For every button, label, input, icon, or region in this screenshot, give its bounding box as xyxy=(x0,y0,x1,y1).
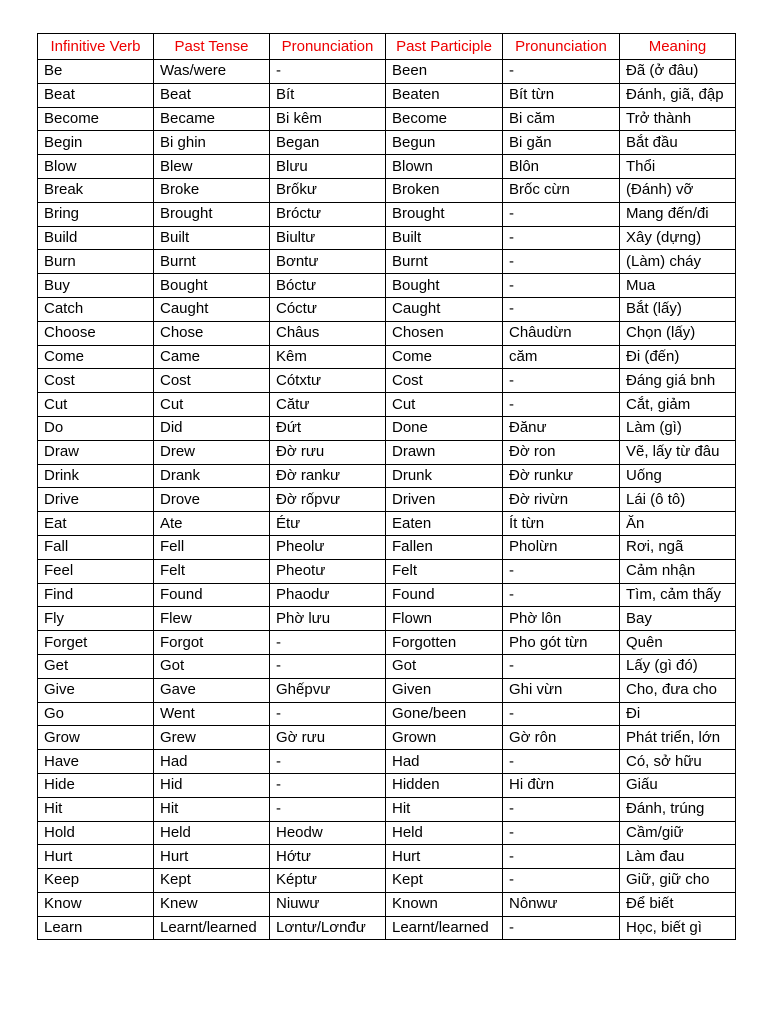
infinitive-cell: Fly xyxy=(38,607,154,631)
participle-pronunciation-cell: Ít từn xyxy=(503,512,620,536)
past-participle-cell: Fallen xyxy=(386,535,503,559)
table-row xyxy=(38,131,736,155)
participle-pronunciation-cell: - xyxy=(503,393,620,417)
past-tense-cell: Held xyxy=(154,821,270,845)
meaning-cell: Phát triển, lớn xyxy=(620,726,736,750)
past-participle-cell: Got xyxy=(386,654,503,678)
past-pronunciation-cell: Hớtư xyxy=(270,845,386,869)
past-participle-cell: Kept xyxy=(386,869,503,893)
past-participle-cell: Built xyxy=(386,226,503,250)
table-row xyxy=(38,916,736,940)
table-row xyxy=(38,178,736,202)
meaning-cell: Cắt, giảm xyxy=(620,393,736,417)
participle-pronunciation-cell: - xyxy=(503,583,620,607)
past-tense-cell: Brought xyxy=(154,202,270,226)
table-row xyxy=(38,773,736,797)
participle-pronunciation-cell: - xyxy=(503,250,620,274)
infinitive-cell: Cut xyxy=(38,393,154,417)
past-participle-cell: Had xyxy=(386,750,503,774)
infinitive-cell: Forget xyxy=(38,631,154,655)
past-pronunciation-cell: - xyxy=(270,750,386,774)
participle-pronunciation-cell: căm xyxy=(503,345,620,369)
infinitive-cell: Have xyxy=(38,750,154,774)
table-row xyxy=(38,416,736,440)
infinitive-cell: Find xyxy=(38,583,154,607)
past-tense-cell: Hit xyxy=(154,797,270,821)
meaning-cell: Đi (đến) xyxy=(620,345,736,369)
infinitive-cell: Beat xyxy=(38,83,154,107)
meaning-cell: Trở thành xyxy=(620,107,736,131)
table-row xyxy=(38,726,736,750)
past-tense-cell: Ate xyxy=(154,512,270,536)
infinitive-cell: Bring xyxy=(38,202,154,226)
infinitive-cell: Hit xyxy=(38,797,154,821)
past-pronunciation-cell: Bơntư xyxy=(270,250,386,274)
infinitive-cell: Become xyxy=(38,107,154,131)
table-row xyxy=(38,583,736,607)
verb-table xyxy=(37,33,736,940)
past-pronunciation-cell: Kêm xyxy=(270,345,386,369)
past-participle-cell: Come xyxy=(386,345,503,369)
table-row xyxy=(38,821,736,845)
past-participle-cell: Grown xyxy=(386,726,503,750)
past-pronunciation-cell: Képtư xyxy=(270,869,386,893)
table-row xyxy=(38,654,736,678)
past-tense-cell: Bi ghin xyxy=(154,131,270,155)
table-row xyxy=(38,797,736,821)
participle-pronunciation-cell: Bít từn xyxy=(503,83,620,107)
table-row xyxy=(38,440,736,464)
table-row xyxy=(38,297,736,321)
meaning-cell: Cảm nhận xyxy=(620,559,736,583)
meaning-cell: Thổi xyxy=(620,155,736,179)
infinitive-cell: Burn xyxy=(38,250,154,274)
infinitive-cell: Blow xyxy=(38,155,154,179)
participle-pronunciation-cell: - xyxy=(503,821,620,845)
infinitive-cell: Cost xyxy=(38,369,154,393)
meaning-cell: Vẽ, lấy từ đâu xyxy=(620,440,736,464)
past-pronunciation-cell: Biultư xyxy=(270,226,386,250)
past-tense-cell: Knew xyxy=(154,892,270,916)
past-pronunciation-cell: Étư xyxy=(270,512,386,536)
meaning-cell: Lấy (gì đó) xyxy=(620,654,736,678)
past-tense-cell: Found xyxy=(154,583,270,607)
table-row xyxy=(38,83,736,107)
participle-pronunciation-cell: Ghi vừn xyxy=(503,678,620,702)
infinitive-cell: Draw xyxy=(38,440,154,464)
participle-pronunciation-cell: - xyxy=(503,654,620,678)
infinitive-cell: Build xyxy=(38,226,154,250)
past-tense-cell: Became xyxy=(154,107,270,131)
meaning-cell: Giữ, giữ cho xyxy=(620,869,736,893)
infinitive-cell: Choose xyxy=(38,321,154,345)
past-participle-cell: Hurt xyxy=(386,845,503,869)
participle-pronunciation-cell: Đờ runkư xyxy=(503,464,620,488)
past-pronunciation-cell: Châus xyxy=(270,321,386,345)
table-row xyxy=(38,702,736,726)
past-participle-cell: Begun xyxy=(386,131,503,155)
table-row xyxy=(38,464,736,488)
meaning-cell: Xây (dựng) xyxy=(620,226,736,250)
past-tense-cell: Drove xyxy=(154,488,270,512)
table-row xyxy=(38,512,736,536)
meaning-cell: Bắt đầu xyxy=(620,131,736,155)
meaning-cell: (Làm) cháy xyxy=(620,250,736,274)
meaning-cell: Mua xyxy=(620,274,736,298)
table-row xyxy=(38,607,736,631)
past-pronunciation-cell: Đứt xyxy=(270,416,386,440)
past-pronunciation-cell: - xyxy=(270,631,386,655)
past-pronunciation-cell: Cătư xyxy=(270,393,386,417)
header-meaning: Meaning xyxy=(620,34,736,60)
participle-pronunciation-cell: - xyxy=(503,226,620,250)
past-participle-cell: Hidden xyxy=(386,773,503,797)
past-pronunciation-cell: Ghếpvư xyxy=(270,678,386,702)
past-pronunciation-cell: - xyxy=(270,702,386,726)
infinitive-cell: Get xyxy=(38,654,154,678)
participle-pronunciation-cell: - xyxy=(503,369,620,393)
participle-pronunciation-cell: - xyxy=(503,559,620,583)
past-pronunciation-cell: Brốkư xyxy=(270,178,386,202)
participle-pronunciation-cell: Bi căm xyxy=(503,107,620,131)
past-tense-cell: Drank xyxy=(154,464,270,488)
header-past-tense: Past Tense xyxy=(154,34,270,60)
past-tense-cell: Kept xyxy=(154,869,270,893)
past-tense-cell: Went xyxy=(154,702,270,726)
meaning-cell: Mang đến/đi xyxy=(620,202,736,226)
participle-pronunciation-cell: Pho gót từn xyxy=(503,631,620,655)
meaning-cell: Đi xyxy=(620,702,736,726)
meaning-cell: Lái (ô tô) xyxy=(620,488,736,512)
past-tense-cell: Blew xyxy=(154,155,270,179)
meaning-cell: Đánh, trúng xyxy=(620,797,736,821)
past-tense-cell: Got xyxy=(154,654,270,678)
infinitive-cell: Grow xyxy=(38,726,154,750)
participle-pronunciation-cell: - xyxy=(503,60,620,84)
participle-pronunciation-cell: Bi găn xyxy=(503,131,620,155)
table-row xyxy=(38,250,736,274)
past-pronunciation-cell: Bróctư xyxy=(270,202,386,226)
participle-pronunciation-cell: Brốc cừn xyxy=(503,178,620,202)
participle-pronunciation-cell: Pholừn xyxy=(503,535,620,559)
past-participle-cell: Burnt xyxy=(386,250,503,274)
meaning-cell: Cầm/giữ xyxy=(620,821,736,845)
past-pronunciation-cell: Đờ rưu xyxy=(270,440,386,464)
past-tense-cell: Felt xyxy=(154,559,270,583)
past-participle-cell: Beaten xyxy=(386,83,503,107)
past-pronunciation-cell: Began xyxy=(270,131,386,155)
past-tense-cell: Fell xyxy=(154,535,270,559)
past-pronunciation-cell: Bi kêm xyxy=(270,107,386,131)
table-row xyxy=(38,345,736,369)
infinitive-cell: Give xyxy=(38,678,154,702)
participle-pronunciation-cell: Châudừn xyxy=(503,321,620,345)
participle-pronunciation-cell: - xyxy=(503,797,620,821)
past-tense-cell: Hid xyxy=(154,773,270,797)
meaning-cell: (Đánh) vỡ xyxy=(620,178,736,202)
table-row xyxy=(38,750,736,774)
table-row xyxy=(38,369,736,393)
past-pronunciation-cell: Niuwư xyxy=(270,892,386,916)
past-tense-cell: Came xyxy=(154,345,270,369)
meaning-cell: Chọn (lấy) xyxy=(620,321,736,345)
past-participle-cell: Hit xyxy=(386,797,503,821)
participle-pronunciation-cell: - xyxy=(503,869,620,893)
past-pronunciation-cell: Heodw xyxy=(270,821,386,845)
table-row xyxy=(38,321,736,345)
infinitive-cell: Go xyxy=(38,702,154,726)
past-tense-cell: Drew xyxy=(154,440,270,464)
meaning-cell: Cho, đưa cho xyxy=(620,678,736,702)
table-header xyxy=(38,34,736,60)
infinitive-cell: Come xyxy=(38,345,154,369)
past-participle-cell: Blown xyxy=(386,155,503,179)
meaning-cell: Đã (ở đâu) xyxy=(620,60,736,84)
past-tense-cell: Was/were xyxy=(154,60,270,84)
meaning-cell: Bay xyxy=(620,607,736,631)
header-past-participle: Past Participle xyxy=(386,34,503,60)
table-row xyxy=(38,559,736,583)
past-participle-cell: Gone/been xyxy=(386,702,503,726)
meaning-cell: Làm (gì) xyxy=(620,416,736,440)
infinitive-cell: Fall xyxy=(38,535,154,559)
infinitive-cell: Feel xyxy=(38,559,154,583)
meaning-cell: Có, sở hữu xyxy=(620,750,736,774)
infinitive-cell: Begin xyxy=(38,131,154,155)
past-participle-cell: Found xyxy=(386,583,503,607)
infinitive-cell: Hide xyxy=(38,773,154,797)
past-participle-cell: Chosen xyxy=(386,321,503,345)
past-tense-cell: Hurt xyxy=(154,845,270,869)
past-tense-cell: Grew xyxy=(154,726,270,750)
past-participle-cell: Brought xyxy=(386,202,503,226)
infinitive-cell: Hold xyxy=(38,821,154,845)
past-participle-cell: Driven xyxy=(386,488,503,512)
infinitive-cell: Break xyxy=(38,178,154,202)
meaning-cell: Uống xyxy=(620,464,736,488)
past-tense-cell: Built xyxy=(154,226,270,250)
meaning-cell: Ăn xyxy=(620,512,736,536)
past-tense-cell: Beat xyxy=(154,83,270,107)
participle-pronunciation-cell: - xyxy=(503,750,620,774)
participle-pronunciation-cell: Blôn xyxy=(503,155,620,179)
table-row xyxy=(38,535,736,559)
participle-pronunciation-cell: - xyxy=(503,702,620,726)
past-tense-cell: Flew xyxy=(154,607,270,631)
past-pronunciation-cell: - xyxy=(270,654,386,678)
header-pronunciation-past: Pronunciation xyxy=(270,34,386,60)
past-participle-cell: Known xyxy=(386,892,503,916)
past-participle-cell: Broken xyxy=(386,178,503,202)
table-row xyxy=(38,488,736,512)
past-participle-cell: Felt xyxy=(386,559,503,583)
past-tense-cell: Had xyxy=(154,750,270,774)
past-participle-cell: Given xyxy=(386,678,503,702)
past-pronunciation-cell: Pheolư xyxy=(270,535,386,559)
meaning-cell: Giấu xyxy=(620,773,736,797)
past-pronunciation-cell: Cóctư xyxy=(270,297,386,321)
past-tense-cell: Did xyxy=(154,416,270,440)
infinitive-cell: Drive xyxy=(38,488,154,512)
past-pronunciation-cell: Phaodư xyxy=(270,583,386,607)
participle-pronunciation-cell: Đờ rivừn xyxy=(503,488,620,512)
past-participle-cell: Drawn xyxy=(386,440,503,464)
meaning-cell: Để biết xyxy=(620,892,736,916)
table-row xyxy=(38,631,736,655)
meaning-cell: Bắt (lấy) xyxy=(620,297,736,321)
participle-pronunciation-cell: - xyxy=(503,916,620,940)
table-row xyxy=(38,226,736,250)
past-participle-cell: Been xyxy=(386,60,503,84)
past-participle-cell: Drunk xyxy=(386,464,503,488)
meaning-cell: Đánh, giã, đập xyxy=(620,83,736,107)
infinitive-cell: Catch xyxy=(38,297,154,321)
past-participle-cell: Forgotten xyxy=(386,631,503,655)
past-pronunciation-cell: - xyxy=(270,60,386,84)
infinitive-cell: Be xyxy=(38,60,154,84)
infinitive-cell: Eat xyxy=(38,512,154,536)
past-participle-cell: Learnt/learned xyxy=(386,916,503,940)
past-tense-cell: Burnt xyxy=(154,250,270,274)
meaning-cell: Quên xyxy=(620,631,736,655)
participle-pronunciation-cell: Hi đừn xyxy=(503,773,620,797)
meaning-cell: Làm đau xyxy=(620,845,736,869)
participle-pronunciation-cell: - xyxy=(503,845,620,869)
past-pronunciation-cell: - xyxy=(270,797,386,821)
meaning-cell: Học, biết gì xyxy=(620,916,736,940)
meaning-cell: Tìm, cảm thấy xyxy=(620,583,736,607)
table-row xyxy=(38,202,736,226)
infinitive-cell: Keep xyxy=(38,869,154,893)
table-body xyxy=(38,60,736,940)
past-tense-cell: Cost xyxy=(154,369,270,393)
past-participle-cell: Cost xyxy=(386,369,503,393)
participle-pronunciation-cell: - xyxy=(503,274,620,298)
participle-pronunciation-cell: Gờ rôn xyxy=(503,726,620,750)
table-row xyxy=(38,393,736,417)
table-row xyxy=(38,155,736,179)
meaning-cell: Đáng giá bnh xyxy=(620,369,736,393)
past-tense-cell: Learnt/learned xyxy=(154,916,270,940)
participle-pronunciation-cell: Nônwư xyxy=(503,892,620,916)
past-participle-cell: Held xyxy=(386,821,503,845)
header-pronunciation-participle: Pronunciation xyxy=(503,34,620,60)
past-tense-cell: Gave xyxy=(154,678,270,702)
past-tense-cell: Forgot xyxy=(154,631,270,655)
past-participle-cell: Cut xyxy=(386,393,503,417)
infinitive-cell: Drink xyxy=(38,464,154,488)
past-pronunciation-cell: Đờ rankư xyxy=(270,464,386,488)
past-pronunciation-cell: Gờ rưu xyxy=(270,726,386,750)
past-tense-cell: Bought xyxy=(154,274,270,298)
past-tense-cell: Broke xyxy=(154,178,270,202)
infinitive-cell: Buy xyxy=(38,274,154,298)
past-participle-cell: Flown xyxy=(386,607,503,631)
table-row xyxy=(38,892,736,916)
past-pronunciation-cell: Bít xyxy=(270,83,386,107)
table-row xyxy=(38,869,736,893)
header-row xyxy=(38,34,736,60)
table-row xyxy=(38,107,736,131)
past-pronunciation-cell: Đờ rốpvư xyxy=(270,488,386,512)
past-tense-cell: Chose xyxy=(154,321,270,345)
past-participle-cell: Done xyxy=(386,416,503,440)
participle-pronunciation-cell: Đờ ron xyxy=(503,440,620,464)
past-pronunciation-cell: Cótxtư xyxy=(270,369,386,393)
participle-pronunciation-cell: - xyxy=(503,202,620,226)
participle-pronunciation-cell: - xyxy=(503,297,620,321)
infinitive-cell: Do xyxy=(38,416,154,440)
past-pronunciation-cell: Bóctư xyxy=(270,274,386,298)
table-row xyxy=(38,274,736,298)
past-pronunciation-cell: - xyxy=(270,773,386,797)
past-pronunciation-cell: Blưu xyxy=(270,155,386,179)
past-participle-cell: Caught xyxy=(386,297,503,321)
past-tense-cell: Caught xyxy=(154,297,270,321)
participle-pronunciation-cell: Phờ lôn xyxy=(503,607,620,631)
past-participle-cell: Bought xyxy=(386,274,503,298)
table-row xyxy=(38,60,736,84)
infinitive-cell: Hurt xyxy=(38,845,154,869)
header-infinitive-verb: Infinitive Verb xyxy=(38,34,154,60)
past-participle-cell: Become xyxy=(386,107,503,131)
past-tense-cell: Cut xyxy=(154,393,270,417)
table-row xyxy=(38,678,736,702)
past-participle-cell: Eaten xyxy=(386,512,503,536)
meaning-cell: Rơi, ngã xyxy=(620,535,736,559)
past-pronunciation-cell: Lơntư/Lơnđư xyxy=(270,916,386,940)
past-pronunciation-cell: Phờ lưu xyxy=(270,607,386,631)
infinitive-cell: Know xyxy=(38,892,154,916)
infinitive-cell: Learn xyxy=(38,916,154,940)
past-pronunciation-cell: Pheotư xyxy=(270,559,386,583)
participle-pronunciation-cell: Đănư xyxy=(503,416,620,440)
table-row xyxy=(38,845,736,869)
